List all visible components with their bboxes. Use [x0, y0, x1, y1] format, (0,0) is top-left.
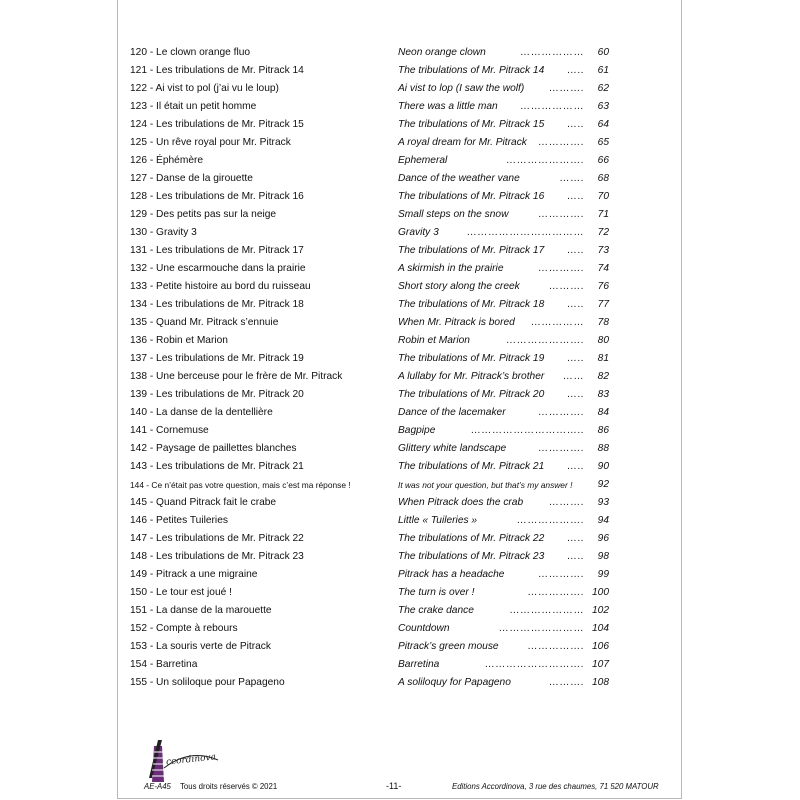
- leader-dots: …..: [566, 389, 584, 400]
- toc-entry: [130, 638, 620, 656]
- page-number: 64: [597, 119, 609, 130]
- catalog-reference: AE-A45: [144, 782, 171, 791]
- leader-dots: ……………………….: [484, 659, 584, 670]
- page-number: 90: [597, 461, 609, 472]
- french-title: 149 - Pitrack a une migraine: [130, 569, 258, 580]
- leader-dots: ……: [562, 371, 584, 382]
- page-number: 70: [597, 191, 609, 202]
- english-title: The tribulations of Mr. Pitrack 14: [398, 65, 545, 76]
- english-title: Gravity 3: [398, 227, 439, 238]
- toc-entry: [130, 62, 620, 80]
- leader-dots: ………………….: [505, 335, 584, 346]
- english-title: Robin et Marion: [398, 335, 470, 346]
- page-number: 81: [597, 353, 609, 364]
- leader-dots: …………….: [527, 587, 584, 598]
- toc-entry: [130, 80, 620, 98]
- leader-dots: …….: [559, 173, 584, 184]
- toc-entry: [130, 188, 620, 206]
- leader-dots: …………………: [509, 605, 584, 616]
- page-number: 68: [597, 173, 609, 184]
- english-title: Short story along the creek: [398, 281, 520, 292]
- english-title: Countdown: [398, 623, 450, 634]
- toc-entry: [130, 404, 620, 422]
- toc-entry: [130, 350, 620, 368]
- page-number: 100: [592, 587, 609, 598]
- english-title: The tribulations of Mr. Pitrack 21: [398, 461, 545, 472]
- french-title: 139 - Les tribulations de Mr. Pitrack 20: [130, 389, 304, 400]
- toc-entry: [130, 170, 620, 188]
- toc-entry: [130, 98, 620, 116]
- french-title: 155 - Un soliloque pour Papageno: [130, 677, 285, 688]
- french-title: 144 - Ce n’était pas votre question, mais c’est ma réponse !: [130, 480, 351, 490]
- toc-entry: [130, 530, 620, 548]
- page-number: 84: [597, 407, 609, 418]
- toc-entry: [130, 368, 620, 386]
- page-number: 82: [597, 371, 609, 382]
- french-title: 140 - La danse de la dentellière: [130, 407, 273, 418]
- leader-dots: …………….: [527, 641, 584, 652]
- french-title: 152 - Compte à rebours: [130, 623, 238, 634]
- french-title: 120 - Le clown orange fluo: [130, 47, 251, 58]
- page-number: 80: [597, 335, 609, 346]
- leader-dots: ………….: [537, 209, 584, 220]
- toc-entry: [130, 494, 620, 512]
- leader-dots: …..: [566, 461, 584, 472]
- leader-dots: ………….: [537, 443, 584, 454]
- french-title: 142 - Paysage de paillettes blanches: [130, 443, 297, 454]
- page-number: 94: [597, 515, 609, 526]
- page-number: 63: [597, 101, 609, 112]
- page-number: 65: [597, 137, 609, 148]
- french-title: 154 - Barretina: [130, 659, 198, 670]
- english-title: The tribulations of Mr. Pitrack 19: [398, 353, 545, 364]
- french-title: 125 - Un rêve royal pour Mr. Pitrack: [130, 137, 291, 148]
- page-number: 107: [592, 659, 609, 670]
- page-number: 71: [597, 209, 609, 220]
- page-number: 76: [597, 281, 609, 292]
- page-number: 66: [597, 155, 609, 166]
- toc-entry: [130, 476, 620, 494]
- leader-dots: …..: [566, 353, 584, 364]
- toc-entry: [130, 260, 620, 278]
- page-number: -11-: [386, 781, 402, 791]
- toc-entry: [130, 584, 620, 602]
- english-title: The tribulations of Mr. Pitrack 18: [398, 299, 545, 310]
- english-title: The tribulations of Mr. Pitrack 22: [398, 533, 545, 544]
- logo-text: ccordinova: [165, 752, 217, 768]
- toc-entry: [130, 116, 620, 134]
- toc-entry: [130, 422, 620, 440]
- french-title: 126 - Éphémère: [130, 155, 204, 166]
- french-title: 134 - Les tribulations de Mr. Pitrack 18: [130, 299, 304, 310]
- page-number: 83: [597, 389, 609, 400]
- leader-dots: ……………………: [498, 623, 584, 634]
- english-title: The turn is over !: [398, 587, 475, 598]
- leader-dots: …………………………..: [470, 425, 584, 436]
- page-number: 74: [597, 263, 609, 274]
- publisher-address: Editions Accordinova, 3 rue des chaumes, 71 520 MATOUR: [452, 782, 659, 791]
- leader-dots: …..: [566, 299, 584, 310]
- english-title: The crake dance: [398, 605, 474, 616]
- page-number: 72: [597, 227, 609, 238]
- toc-entry: [130, 620, 620, 638]
- english-title: Small steps on the snow: [398, 209, 509, 220]
- toc-entry: [130, 386, 620, 404]
- leader-dots: ………….: [537, 569, 584, 580]
- leader-dots: …..: [566, 533, 584, 544]
- toc-entry: [130, 134, 620, 152]
- french-title: 132 - Une escarmouche dans la prairie: [130, 263, 306, 274]
- english-title: Bagpipe: [398, 425, 436, 436]
- toc-entry: [130, 674, 620, 692]
- english-title: Dance of the lacemaker: [398, 407, 506, 418]
- leader-dots: ……………………………: [466, 227, 584, 238]
- french-title: 133 - Petite histoire au bord du ruisseau: [130, 281, 311, 292]
- copyright-notice: Tous droits réservés © 2021: [180, 782, 278, 791]
- french-title: 128 - Les tribulations de Mr. Pitrack 16: [130, 191, 304, 202]
- toc-entry: [130, 314, 620, 332]
- table-of-contents: [130, 44, 620, 692]
- english-title: Ephemeral: [398, 155, 448, 166]
- leader-dots: ……….: [548, 677, 584, 688]
- leader-dots: …..: [566, 551, 584, 562]
- leader-dots: ……….: [548, 497, 584, 508]
- english-title: Little « Tuileries »: [398, 515, 478, 526]
- toc-entry: [130, 242, 620, 260]
- leader-dots: …..: [566, 245, 584, 256]
- english-title: When Pitrack does the crab: [398, 497, 524, 508]
- french-title: 146 - Petites Tuileries: [130, 515, 228, 526]
- english-title: The tribulations of Mr. Pitrack 17: [398, 245, 545, 256]
- french-title: 150 - Le tour est joué !: [130, 587, 232, 598]
- english-title: Glittery white landscape: [398, 443, 507, 454]
- leader-dots: …..: [566, 65, 584, 76]
- french-title: 135 - Quand Mr. Pitrack s’ennuie: [130, 317, 279, 328]
- english-title: Pitrack has a headache: [398, 569, 505, 580]
- toc-entry: [130, 656, 620, 674]
- french-title: 138 - Une berceuse pour le frère de Mr. Pitrack: [130, 371, 343, 382]
- english-title: A lullaby for Mr. Pitrack’s brother: [398, 371, 545, 382]
- page-number: 99: [597, 569, 609, 580]
- english-title: Barretina: [398, 659, 440, 670]
- toc-entry: [130, 152, 620, 170]
- toc-entry: [130, 224, 620, 242]
- english-title: Ai vist to lop (I saw the wolf): [398, 83, 525, 94]
- page-number: 88: [597, 443, 609, 454]
- english-title: A royal dream for Mr. Pitrack: [398, 137, 527, 148]
- leader-dots: ……….: [548, 83, 584, 94]
- toc-entry: [130, 440, 620, 458]
- page-number: 98: [597, 551, 609, 562]
- page-number: 106: [592, 641, 609, 652]
- french-title: 143 - Les tribulations de Mr. Pitrack 21: [130, 461, 304, 472]
- english-title: The tribulations of Mr. Pitrack 20: [398, 389, 545, 400]
- english-title: A skirmish in the prairie: [398, 263, 504, 274]
- toc-entry: [130, 458, 620, 476]
- toc-entry: [130, 566, 620, 584]
- leader-dots: ……………: [530, 317, 584, 328]
- english-title: The tribulations of Mr. Pitrack 15: [398, 119, 545, 130]
- leader-dots: ………………: [519, 47, 584, 58]
- french-title: 145 - Quand Pitrack fait le crabe: [130, 497, 277, 508]
- french-title: 147 - Les tribulations de Mr. Pitrack 22: [130, 533, 304, 544]
- leader-dots: …..: [566, 191, 584, 202]
- french-title: 127 - Danse de la girouette: [130, 173, 253, 184]
- page-number: 78: [597, 317, 609, 328]
- page-number: 73: [597, 245, 609, 256]
- french-title: 151 - La danse de la marouette: [130, 605, 272, 616]
- french-title: 148 - Les tribulations de Mr. Pitrack 23: [130, 551, 304, 562]
- english-title: Dance of the weather vane: [398, 173, 520, 184]
- french-title: 153 - La souris verte de Pitrack: [130, 641, 271, 652]
- page-number: 60: [597, 47, 609, 58]
- toc-entry: [130, 512, 620, 530]
- page-number: 102: [592, 605, 609, 616]
- toc-entry: [130, 602, 620, 620]
- english-title: There was a little man: [398, 101, 498, 112]
- leader-dots: ………….: [537, 263, 584, 274]
- french-title: 137 - Les tribulations de Mr. Pitrack 19: [130, 353, 304, 364]
- english-title: The tribulations of Mr. Pitrack 16: [398, 191, 545, 202]
- page-number: 96: [597, 533, 609, 544]
- page-number: 61: [597, 65, 609, 76]
- french-title: 122 - Ai vist to pol (j’ai vu le loup): [130, 83, 279, 94]
- toc-entry: [130, 548, 620, 566]
- toc-entry: [130, 278, 620, 296]
- french-title: 131 - Les tribulations de Mr. Pitrack 17: [130, 245, 304, 256]
- french-title: 124 - Les tribulations de Mr. Pitrack 15: [130, 119, 304, 130]
- french-title: 136 - Robin et Marion: [130, 335, 228, 346]
- english-title: Neon orange clown: [398, 47, 486, 58]
- english-title: Pitrack’s green mouse: [398, 641, 499, 652]
- leader-dots: ………………….: [505, 155, 584, 166]
- accordinova-logo: [140, 738, 230, 783]
- leader-dots: ………….: [537, 407, 584, 418]
- page-number: 93: [597, 497, 609, 508]
- page-number: 108: [592, 677, 609, 688]
- page-number: 62: [597, 83, 609, 94]
- page-number: 86: [597, 425, 609, 436]
- toc-entry: [130, 332, 620, 350]
- english-title: The tribulations of Mr. Pitrack 23: [398, 551, 545, 562]
- leader-dots: …..: [566, 119, 584, 130]
- leader-dots: ……….: [548, 281, 584, 292]
- french-title: 121 - Les tribulations de Mr. Pitrack 14: [130, 65, 304, 76]
- toc-entry: [130, 296, 620, 314]
- english-title: When Mr. Pitrack is bored: [398, 317, 515, 328]
- french-title: 141 - Cornemuse: [130, 425, 209, 436]
- french-title: 123 - Il était un petit homme: [130, 101, 257, 112]
- leader-dots: ………….: [537, 137, 584, 148]
- leader-dots: ………………: [519, 101, 584, 112]
- french-title: 129 - Des petits pas sur la neige: [130, 209, 277, 220]
- english-title: A soliloquy for Papageno: [398, 677, 511, 688]
- page-number: 92: [597, 479, 609, 490]
- page-number: 104: [592, 623, 609, 634]
- page-number: 77: [597, 299, 609, 310]
- leader-dots: ……………….: [516, 515, 584, 526]
- french-title: 130 - Gravity 3: [130, 227, 197, 238]
- toc-entry: [130, 206, 620, 224]
- toc-entry: [130, 44, 620, 62]
- english-title: It was not your question, but that’s my answer !: [398, 480, 573, 490]
- page-footer: [130, 738, 670, 798]
